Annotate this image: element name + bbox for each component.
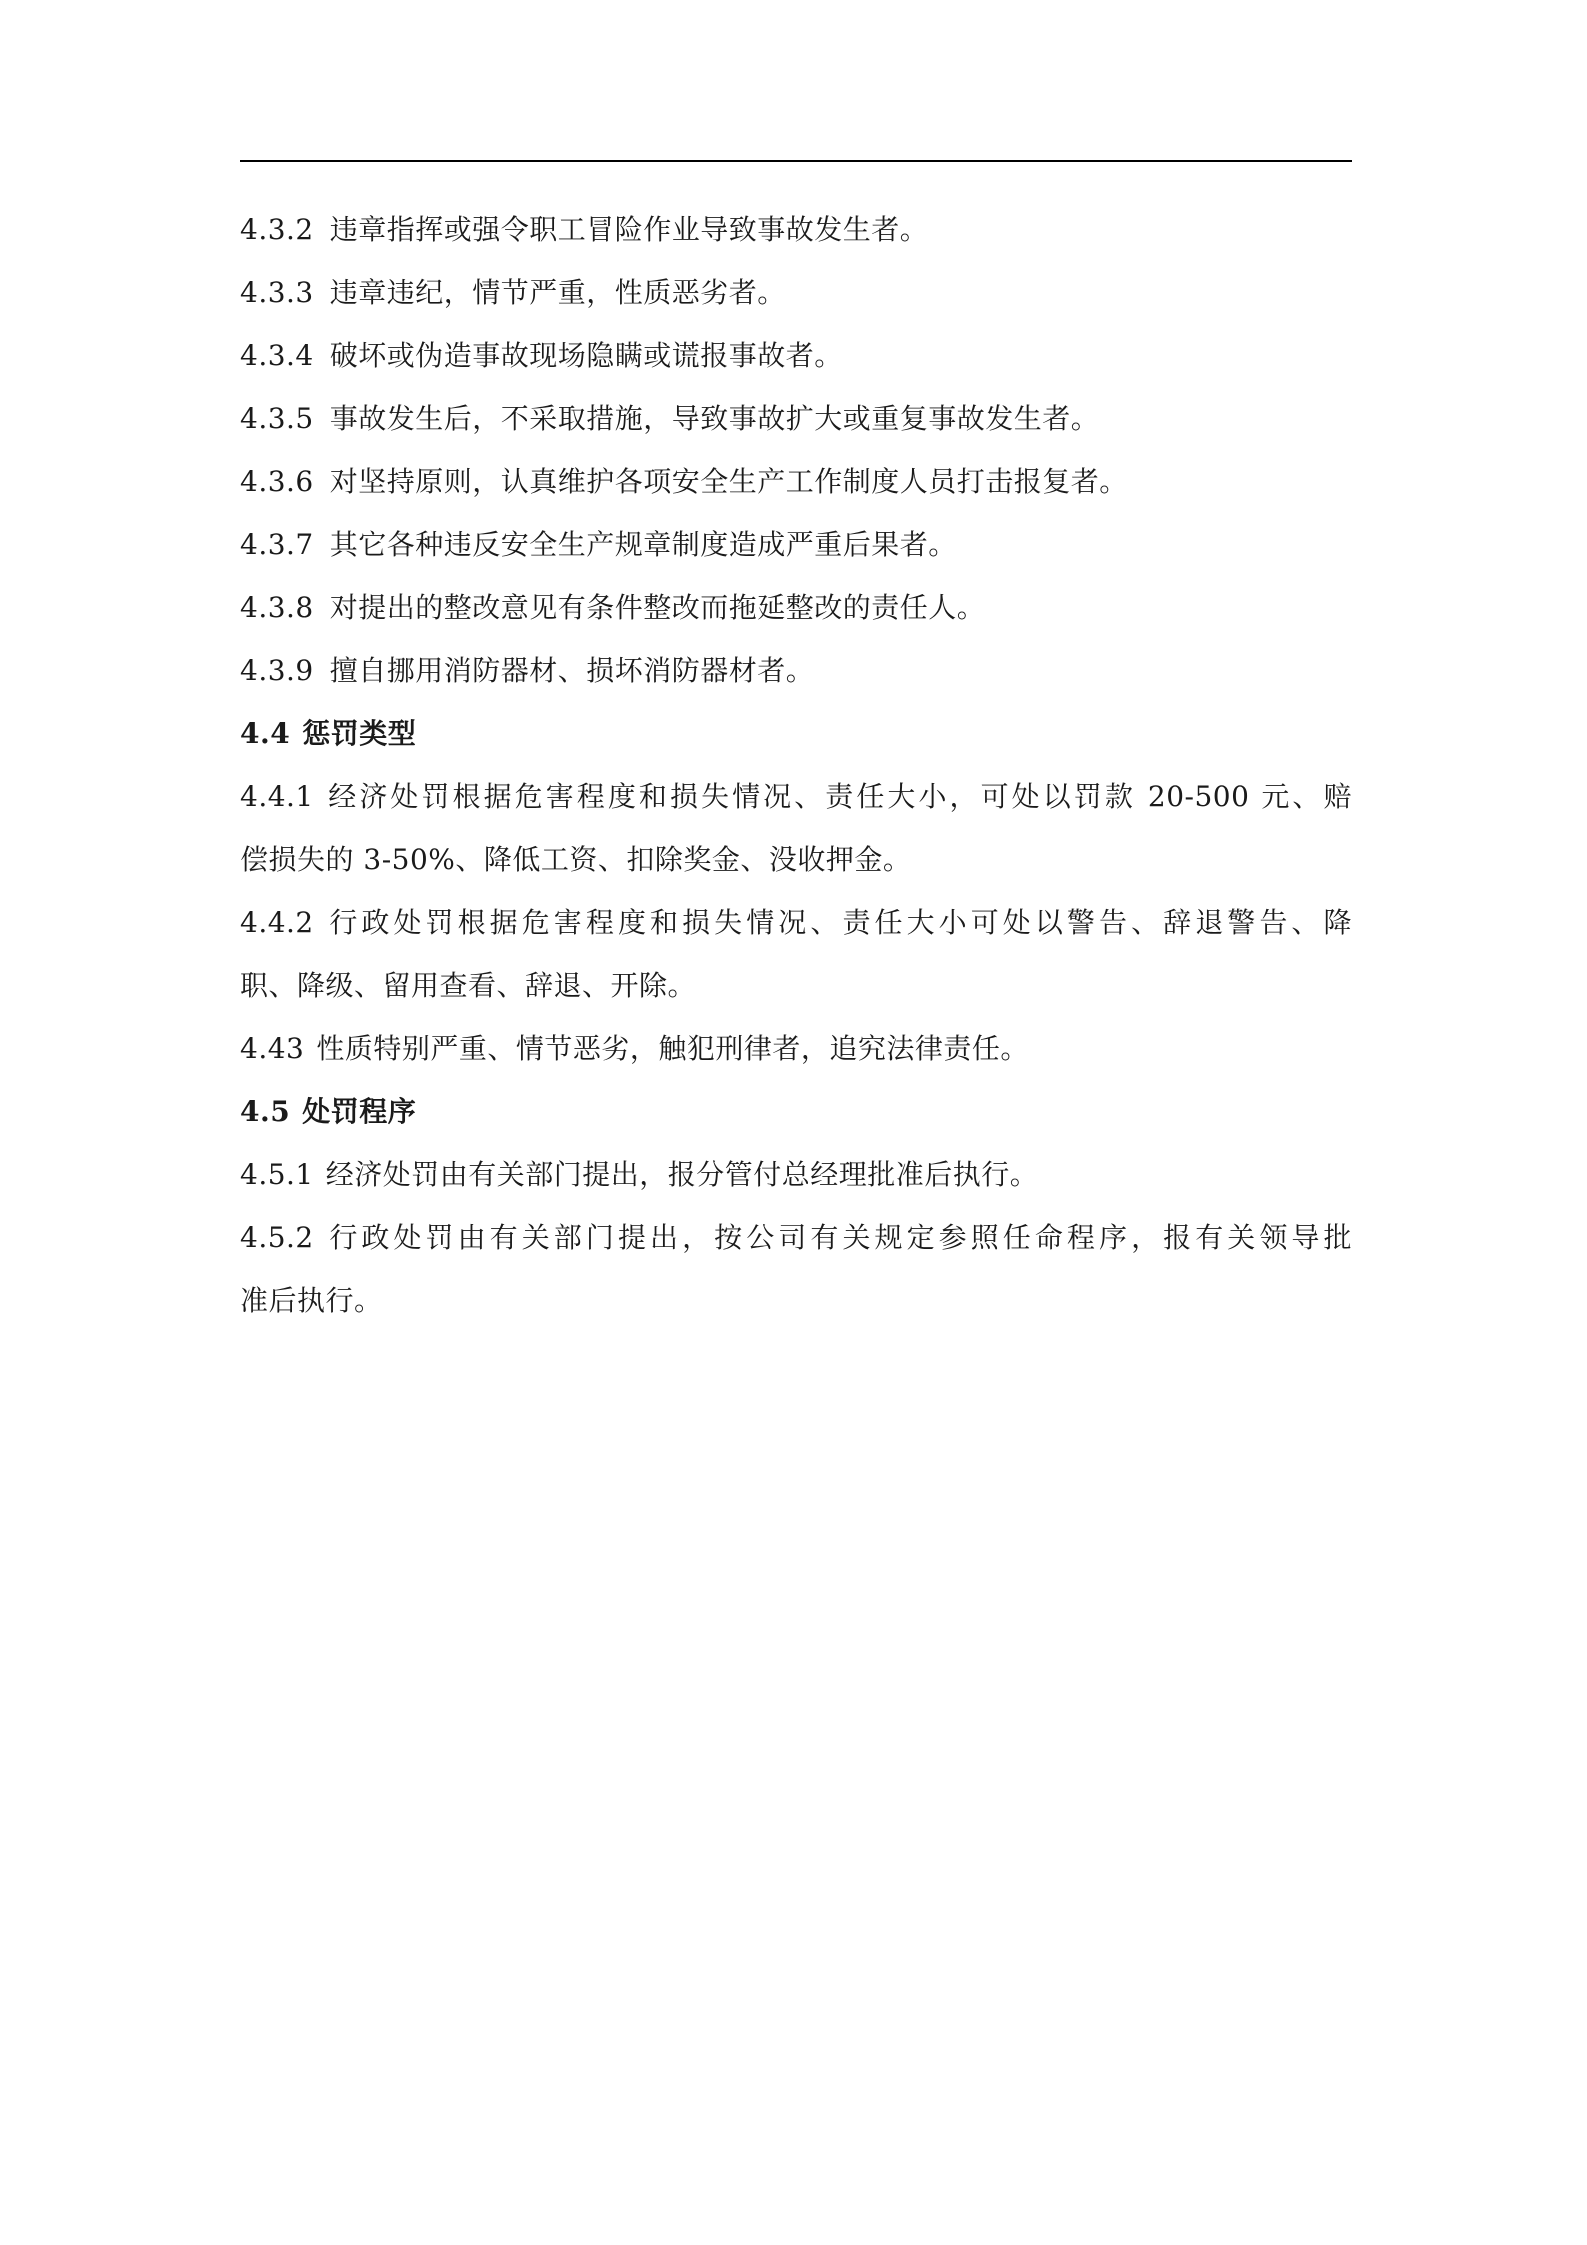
clause-4-3-4 [240,324,1352,387]
clause-number: 4.43 [240,1032,305,1065]
clause-4-3-8 [240,576,1352,639]
clause-number: 4.3.8 [240,591,314,624]
clause-4-5-2 [240,1206,1352,1269]
clause-number: 4.3.3 [240,276,314,309]
clause-number: 4.4.1 [240,780,314,813]
clause-number: 4.3.6 [240,465,314,498]
clause-text: 其它各种违反安全生产规章制度造成严重后果者。 [329,528,957,561]
clause-number: 4.3.4 [240,339,314,372]
section-heading-4-5 [240,1080,1352,1143]
section-number: 4.5 [240,1095,291,1128]
clause-text: 对坚持原则，认真维护各项安全生产工作制度人员打击报复者。 [329,465,1128,498]
clause-4-4-1 [240,765,1352,828]
clause-text: 性质特别严重、情节恶劣，触犯刑律者，追究法律责任。 [316,1032,1029,1065]
clause-4-3-3 [240,261,1352,324]
clause-text: 违章指挥或强令职工冒险作业导致事故发生者。 [329,213,929,246]
clause-text: 擅自挪用消防器材、损坏消防器材者。 [329,654,815,687]
document-body [240,198,1352,1332]
clause-4-5-1 [240,1143,1352,1206]
clause-4-4-2-continued [240,954,1352,1017]
section-title: 处罚程序 [302,1095,417,1128]
clause-number: 4.4.2 [240,906,314,939]
clause-number: 4.3.9 [240,654,314,687]
clause-4-3-9 [240,639,1352,702]
clause-number: 4.3.2 [240,213,314,246]
header-rule [240,160,1352,162]
clause-text: 准后执行。 [240,1284,383,1317]
clause-4-3-6 [240,450,1352,513]
clause-4-5-2-continued [240,1269,1352,1332]
clause-4-3-5 [240,387,1352,450]
clause-4-4-2 [240,891,1352,954]
clause-text: 违章违纪，情节严重，性质恶劣者。 [329,276,786,309]
section-number: 4.4 [240,717,291,750]
clause-text: 经济处罚由有关部门提出，报分管付总经理批准后执行。 [325,1158,1039,1191]
clause-text: 破坏或伪造事故现场隐瞒或谎报事故者。 [329,339,843,372]
clause-text: 事故发生后，不采取措施，导致事故扩大或重复事故发生者。 [329,402,1100,435]
clause-number: 4.3.7 [240,528,314,561]
clause-4-4-1-continued [240,828,1352,891]
clause-text: 职、降级、留用查看、辞退、开除。 [240,969,697,1002]
clause-4-3-2 [240,198,1352,261]
section-heading-4-4 [240,702,1352,765]
clause-number: 4.5.2 [240,1221,314,1254]
clause-text: 经济处罚根据危害程度和损失情况、责任大小，可处以罚款 20-500 元、赔 [325,780,1352,813]
clause-text: 对提出的整改意见有条件整改而拖延整改的责任人。 [329,591,986,624]
clause-text: 偿损失的 3-50%、降低工资、扣除奖金、没收押金。 [240,843,912,876]
section-title: 惩罚类型 [302,717,417,750]
clause-number: 4.5.1 [240,1158,314,1191]
clause-4-4-3 [240,1017,1352,1080]
clause-text: 行政处罚根据危害程度和损失情况、责任大小可处以警告、辞退警告、降 [325,906,1352,939]
clause-number: 4.3.5 [240,402,314,435]
clause-4-3-7 [240,513,1352,576]
clause-text: 行政处罚由有关部门提出，按公司有关规定参照任命程序，报有关领导批 [325,1221,1352,1254]
